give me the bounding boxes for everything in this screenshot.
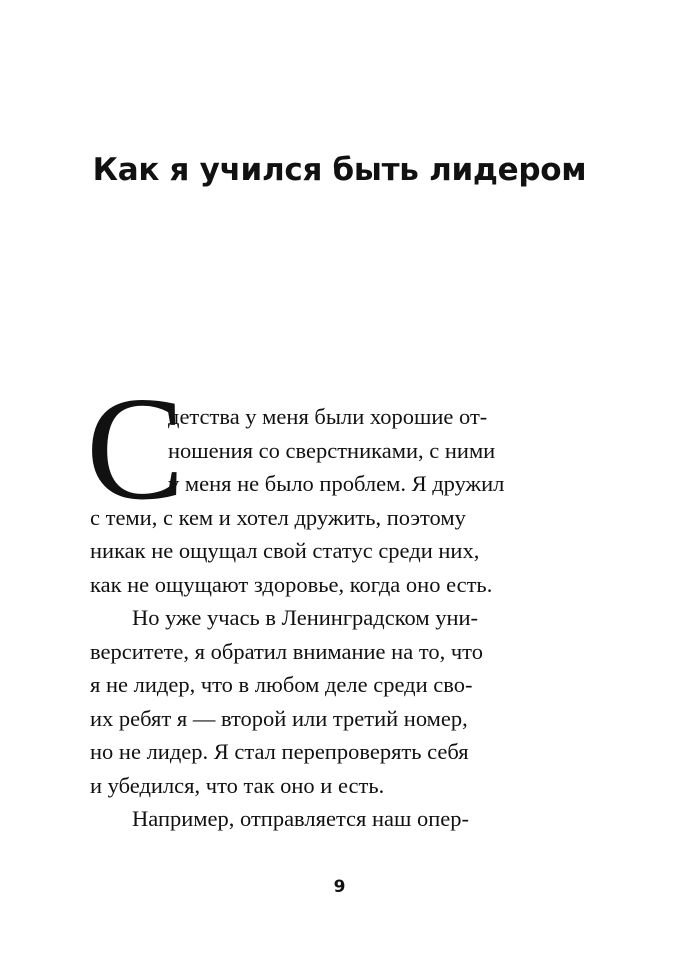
body-text [90,501,590,836]
text-line: ношения со сверстниками, с ними [168,437,496,463]
text-line: но не лидер. Я стал перепроверять себя [90,739,469,764]
drop-cap: С [86,367,185,531]
text-line: как не ощущают здоровье, когда оно есть. [90,571,493,597]
text-line: верситете, я обратил внимание на то, что [90,638,483,664]
text-line-indented: Но уже учась в Ленинградском уни- [132,605,479,630]
text-line: у меня не было проблем. Я дружил [168,471,505,496]
text-line: с теми, с кем и хотел дружить, поэтому [90,504,466,530]
text-line: и убедился, что так оно и есть. [90,772,385,798]
page-number: 9 [333,877,346,897]
text-line-indented: Например, отправляется наш опер- [132,806,470,831]
text-line: детства у меня были хорошие от- [168,404,488,429]
drop-cap-paragraph-lines [90,400,590,501]
text-line: я не лидер, что в любом деле среди сво- [90,672,473,697]
text-line: их ребят я — второй или третий номер, [90,705,468,731]
chapter-title: Как я учился быть лидером [92,152,587,188]
text-line: никак не ощущал свой статус среди них, [90,538,480,563]
